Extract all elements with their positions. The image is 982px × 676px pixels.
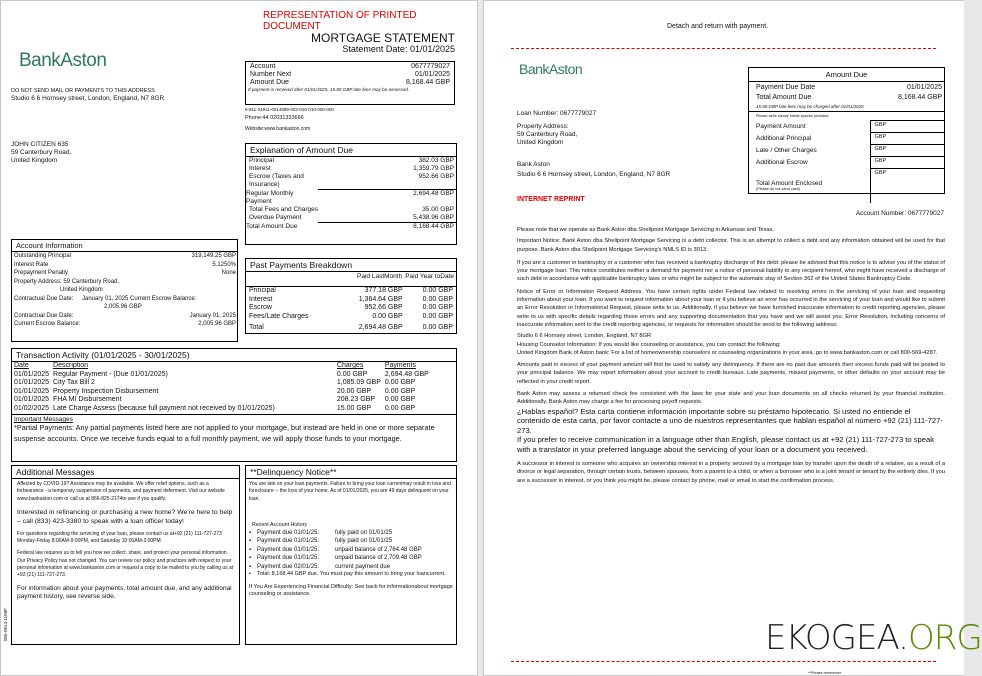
- statement-date: Statement Date: 01/01/2025: [342, 44, 455, 54]
- explanation-row: Total Fees and Charges 35.00 GBP: [249, 206, 454, 213]
- explanation-of-amount-due: [245, 143, 457, 245]
- transaction-row: 01/01/2025 Regular Payment - (Due 01/01/2025) 0.00 GBP 2,694.48 GBP: [14, 370, 429, 378]
- history-item: ▪ Payment due 01/01/25: unpaid balance of 2,764.48 GBP: [249, 546, 422, 553]
- amount-due-title: Amount Due: [749, 68, 944, 82]
- past-payment-row: Total 2,694.48 GBP 0.00 GBP: [249, 324, 453, 331]
- amount-due-row: Amount Due 8,168.44 GBP: [250, 79, 450, 86]
- explanation-row: Regular Monthly Payment 2,694.48 GBP: [246, 190, 454, 205]
- section-title: Transaction Activity (01/01/2025 - 30/01/2025): [12, 349, 456, 362]
- covid-message: Affected by COVID-19? Assistance may be available. We offer relief options, such as a forbearance - a temporary suspension of payments, and payment deferment. Visit our website www.bankaston.com or call us at 866-825-2174to see if you qualify.: [17, 481, 225, 502]
- amount-input[interactable]: GBP: [870, 133, 944, 145]
- recipient-country: United Kingdom: [11, 157, 58, 164]
- no-cash-note: (Please do not send cash): [756, 187, 801, 191]
- additional-messages: [11, 465, 240, 645]
- coupon-field-row: Late / Other Charges GBP: [749, 145, 944, 157]
- delinquency-notice: [245, 465, 457, 645]
- account-history-list: [249, 529, 453, 572]
- amount-input[interactable]: GBP: [870, 157, 944, 169]
- notice-text: [517, 226, 945, 490]
- detach-instruction: Detach and return with payment.: [667, 23, 769, 30]
- history-total: ▪ Total: 8,168.44 GBP due. You must pay this amount to bring your loancurrent.: [249, 571, 446, 578]
- transactions-table: [12, 362, 456, 413]
- important-messages-title: Important Messages: [14, 416, 73, 423]
- transaction-row: 01/02/2025 Late Charge Assess (because full payment not received by 01/01/2025) 15.00 GBP 0.00 GBP: [14, 404, 416, 412]
- amount-input[interactable]: GBP: [870, 145, 944, 157]
- coupon-field-row: Additional Escrow GBP: [749, 157, 944, 169]
- counselor-contact: United Kingdom Bank of Aston bank: For a list of homeownership counselors or counseling organizations in your area, go to www.bankaston.com or call 800-569-4287.: [517, 349, 938, 356]
- explanation-row: Escrow (Taxes and Insurance) 952.66 GBP: [249, 173, 454, 188]
- col-paid-ytd: Paid Year toDate: [405, 273, 454, 280]
- coupon-field-row: Additional Principal GBP: [749, 133, 944, 145]
- phone: Phone:44 02031333666: [245, 115, 304, 121]
- total-amount-due: Total Amount Due 8,168.44 GBP: [756, 94, 942, 101]
- error-notice: Notice of Error or Information Request Address. You have certain rights under Federal law related to resolving errors in the servicing of your loan and requesting information about your loan. If you want to request information about your loan or if you believe an error has occurred in the servicing of your loan and would like to submit an Error Resolution or Informational Request, please write to us. Additionally, if you believe we have furnished inaccurate information to credit reporting agencies, please write to us with specific details regarding those errors and any supporting documentation that you have and we will assist you. Error Resolution, including concerns of inaccurate information sent to the credit reporting agencies, or requests for information should be send to the following address:: [517, 288, 945, 328]
- hours-message: Monday-Friday 8:00AM-9:00PM, and Saturday 10:00AM-2:00PM.: [17, 538, 163, 545]
- explanation-row: Total Amount Due 8,168.44 GBP: [246, 223, 454, 230]
- payment-coupon-fields: [749, 120, 944, 203]
- excess-payment-notice: Amounts paid in excess of your payment amount will first be used to satisfy any delinquency. If there are no past due amounts then excess funds paid will be posted to your principal balance. We may report information about your account to credit bureaus. Late payments, missed payments, or other defaults on your account may be reflected in your credit report.: [517, 362, 945, 385]
- late-fee-note: If payment is received after 01/01/2025, 15.00 GBP late fees may be assessed.: [248, 87, 410, 92]
- property-address: Property Address: 59 Canterbury Road,: [14, 278, 120, 285]
- transactions-header: Date Description Charges Payments: [14, 362, 416, 369]
- section-title: **Delinquency Notice**: [246, 466, 456, 479]
- bank-logo: BankAston: [19, 50, 107, 71]
- successor-notice: A successor in interest is someone who acquires an ownership interest in a property secured by a mortgage loan by transfer upon the death of a relative, as a result of a divorce or legal separation, through certain trusts, between spouses, from a parent to a child, or when a borrower who is a joint tenant or tenant by the entirety dies. If you are a successor in interest, or you think you might be, please contact by phone, mail or email to start the confirmation process.: [517, 461, 945, 484]
- account-information: [11, 239, 238, 342]
- interest-rate: Interest Rate 5.1250%: [14, 261, 236, 268]
- bank-address: Studio 6 6 Hornsey street, London, England, N7 8GR: [11, 95, 165, 102]
- loan-number: Loan Number: 0677779027: [517, 110, 597, 117]
- language-notice: If you prefer to receive communication in a language other than English, please contact us at +92 (21) 111-727-273 to speak with a translator in your preferred language about the servicing of your loan or a document you received.: [517, 435, 934, 454]
- counselor-info: Housing Counselor Information: If you would like counseling or assistance, you can contact the following:: [517, 341, 781, 348]
- reference-code: 8-811-24911-0014889-002-010-010-000-000: [245, 107, 334, 112]
- transaction-row: 01/01/2025 FHA MI Disbursement 208.23 GBP 0.00 GBP: [14, 396, 416, 403]
- bank-address: Bank Aston Studio 6 6 Hornsey street, London, England, N7 8GR: [517, 161, 671, 178]
- contractual-due-date: Contractual Due Date: January 01, 2025: [14, 312, 236, 319]
- transaction-activity: [11, 348, 457, 462]
- refinance-message: Interested in refinancing or purchasing a new home? We're here to help – call (833) 423-3380 to speak with a loan officer today!: [17, 508, 233, 525]
- error-address: Studio 6 6 Hornsey street, London, England, N7 8GR: [517, 333, 652, 340]
- section-title: Past Payments Breakdown: [246, 259, 456, 272]
- printed-representation-banner: REPRESENTATION OF PRINTED DOCUMENT: [263, 10, 417, 32]
- section-title: Additional Messages: [12, 466, 239, 479]
- amount-due-box: [748, 67, 945, 194]
- explanation-rows: [246, 157, 456, 231]
- operating-note: Please note that we operate as Bank Aston dba Shellpoint Mortgage Servicing in Arkansas and Texas.: [517, 227, 774, 233]
- coupon-field-row: Total Amount Enclosed (Please do not send cash) GBP: [749, 169, 944, 203]
- outstanding-principal: Outstanding Principal 319,149.25 GBP: [14, 253, 236, 259]
- property-country: United Kingdom: [60, 287, 103, 293]
- transaction-row: 01/01/2025 City Tax Bill 2 1,085.09 GBP 0.00 GBP: [14, 379, 416, 386]
- bank-logo: BankAston: [519, 61, 583, 77]
- write-clearly-note: Please write clearly inside spaces provided: [756, 114, 829, 118]
- late-fee-note: 15.00 GBP late fees may be charged after 01/01/2025: [749, 102, 944, 112]
- history-item: ▪ Payment due 01/01/25: fully paid on 01/01/25: [249, 538, 393, 545]
- privacy-message: Federal law requires us to tell you how we collect, share, and protect your personal information. Our Privacy Policy has not changed. You can review our policy and practices with respect to your personal information at www.bankaston.com or request a copy to be mailed to you by calling us at +92 (21) 111-727-273.: [17, 550, 234, 579]
- internet-reprint-label: INTERNET REPRINT: [517, 196, 585, 203]
- explanation-row: Interest 1,359.79 GBP: [249, 165, 454, 172]
- past-payment-row: Principal 377.18 GBP 0.00 GBP: [249, 287, 453, 294]
- statement-page-front: [0, 0, 478, 676]
- spanish-notice: ¿Hablas español? Esta carta contiene información importante sobre su préstamo hipotecario. Si usted no entiende el contenido de esta carta, por favor contacte a uno de nuestros representantes que hablan español al número +92 (21) 111-727-273.: [517, 406, 943, 435]
- explanation-row: Overdue Payment 5,438.96 GBP: [249, 214, 454, 221]
- property-address: Property Address: 59 Canterbury Road, United Kingdom: [517, 123, 578, 146]
- important-messages-text: *Partial Payments: Any partial payments listed here are not applied to your mortgage, but instead are held in one or more separate suspense accounts. Once we receive funds equal to a full monthly payment, we will apply those funds to your mortgage.: [14, 423, 435, 443]
- past-payment-row: Escrow 952.66 GBP 0.00 GBP: [249, 304, 453, 311]
- next-date-row: Number Next 01/01/2025: [250, 71, 450, 78]
- section-title: Account Information: [12, 240, 237, 252]
- financial-difficulty: If You Are Experiencing Financial Difficulty: See back for informationabout mortgage counseling or assistance.: [249, 584, 453, 598]
- escrow-combined: 2,005.96 GBP: [104, 304, 142, 310]
- website: Website:www.bankaston.com: [245, 126, 311, 132]
- current-escrow-balance: Current Escrow Balance: 2,005.96 GBP: [14, 321, 236, 327]
- past-payment-row: Interest 1,364.64 GBP 0.00 GBP: [249, 295, 453, 303]
- tear-line: [511, 48, 936, 49]
- recipient-address: [11, 141, 71, 165]
- amount-input[interactable]: GBP: [870, 169, 944, 203]
- recipient-name: JOHN CITIZEN 635: [11, 141, 69, 148]
- account-number: Account Number: 0677779027: [855, 210, 944, 217]
- statement-page-coupon: [483, 0, 982, 676]
- returned-check-notice: Bank Aston may assess a returned check fee consistent with the laws for your state and your loan documents on all checks returned by your financial institution. Additionally, Bank Aston may charge a fee for processing payoff requests.: [517, 391, 945, 406]
- history-title: Recent Account History: [252, 521, 308, 528]
- no-mail-notice: DO NOT SEND MAIL OR PAYMENTS TO THIS ADDRESS: [11, 88, 155, 94]
- past-payment-row: Fees/Late Charges 0.00 GBP 0.00 GBP: [249, 312, 453, 320]
- history-item: ▪ Payment due 02/01/25: current payment due: [249, 563, 391, 570]
- col-paid-last-month: Paid LastMonth: [357, 273, 403, 280]
- past-payments-table: [246, 287, 456, 333]
- delinquency-text: You are late on your loan payments. Failure to bring your loan currentmay result in loss and foreclosure -- the loss of your home. As of 01/01/2025, you are 49 days delinquent on your loan.: [249, 481, 451, 502]
- account-summary-box: [245, 61, 455, 105]
- side-code: 005-0814-1100F: [3, 608, 8, 641]
- reverse-side-message: For information about your payments, total amount due, and any additional payment history, see reverse side.: [17, 584, 232, 600]
- history-item: ▪ Payment due 01/01/25: fully paid on 01/01/25: [249, 529, 393, 536]
- account-row: Account 0677779027: [250, 63, 450, 70]
- debt-collector-notice: Important Notice: Bank Aston dba Shellpoint Mortgage Servicing is a debt collector. This is an attempt to collect a debt and any information obtained will be used for that purpose. Bank Aston dba Shellpoint Mortgage Servicing's NMLS ID is 3013.: [517, 238, 945, 253]
- bankruptcy-notice: If you are a customer in bankruptcy or a customer who has received a bankruptcy discharge of this debt: please be advised that this notice is to advise you of the status of your mortgage loan. This notice constitutes neither a demand for payment nor a notice of personal liability to any recipient hereof, who might have received a discharge of such debt in accordance with applicable bankruptcy laws or who might be subject to the automatic stay of Section 362 of the United States Bankruptcy Code.: [517, 259, 945, 283]
- amount-input[interactable]: GBP: [870, 121, 944, 133]
- page-title: MORTGAGE STATEMENT: [310, 31, 455, 45]
- tear-line-bottom: [511, 661, 936, 662]
- section-title: Explanation of Amount Due: [246, 144, 456, 157]
- contractual-combined: Contractual Due Date: January 01, 2025 Current Escrow Balance:: [14, 295, 197, 302]
- coupon-field-row: Payment Amount GBP: [749, 121, 944, 133]
- watermark-logo: EKOGEA.ORG: [765, 618, 982, 658]
- contact-message: For questions regarding the servicing of your loan, please contact us at+92 (21) 111-727-273: [17, 530, 222, 537]
- explanation-row: Principal 382.03 GBP: [249, 157, 454, 164]
- past-payments-breakdown: [245, 258, 457, 334]
- recipient-street: 59 Canterbury Road,: [11, 149, 72, 156]
- history-item: ▪ Payment due 01/01/25: unpaid balance of 2,709.48 GBP: [249, 555, 422, 562]
- transaction-row: 01/01/2025 Property Inspection Disbursement 20.00 GBP 0.00 GBP: [14, 387, 416, 395]
- please-remember: **Please remember:: [808, 671, 842, 675]
- prepayment-penalty: Prepayment Penalty None: [14, 270, 236, 276]
- payment-due-date: Payment Due Date 01/01/2025: [756, 84, 942, 91]
